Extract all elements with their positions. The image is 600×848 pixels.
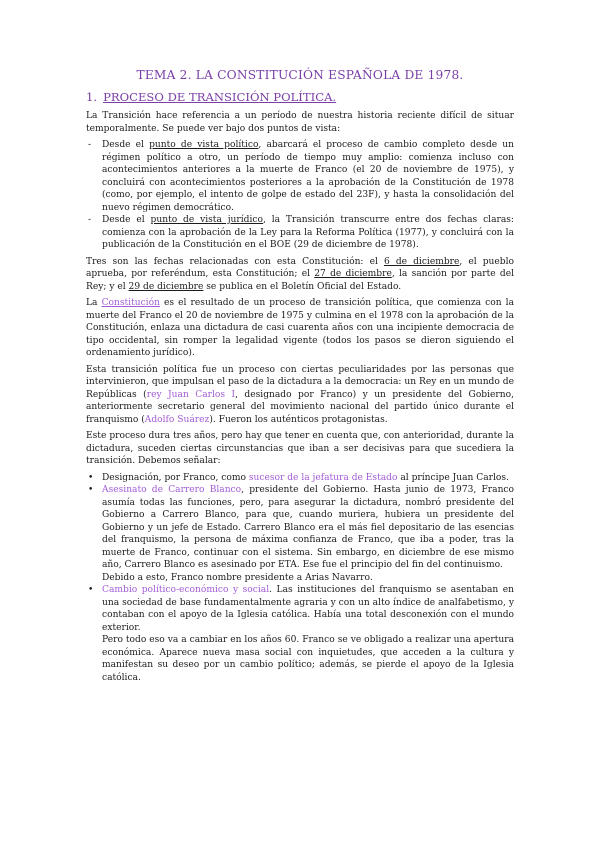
section-number: 1. [86,90,98,104]
bullet-marker: • [88,585,94,595]
date-term: 6 de diciembre [383,256,460,267]
list-item: • Asesinato de Carrero Blanco, presidente del Gobierno. Hasta junio de 1973, Franco asumía todas las funciones, pero, para asegurar la dictadura, nombró presidente del Gobierno a Carrero Blanco, para que, cuando muriera, hubiera un presidente del Gobierno y un jefe de Estado. Carrero Blanco era el más fiel depositario de las esencias del franquismo, la persona de máxima confianza de Franco, que iba a poder, tras la muerte de Franco, continuar con el sistema. Sin embargo, en diciembre de ese mismo año, Carrero Blanco es asesinado por ETA. Ese fue el principio del fin del continuismo. Debido a esto, Franco nombre presidente a Arias Navarro. [88,485,514,583]
protagonists-paragraph: Esta transición política fue un proceso con ciertas peculiaridades por las personas que intervinieron, que impulsan el paso de la dictadura a la democracia: un Rey en un mundo de Repúblicas (rey Juan Carlos I, designado por Franco) y un presidente del Gobierno, anteriormente secretario general del movimiento nacional del partido único durante el franquismo (Adolfo Suárez). Fueron los auténticos protagonistas. [86,364,514,425]
juan-carlos-link[interactable]: rey Juan Carlos I [146,389,236,400]
bullet-marker: • [88,485,94,495]
date-term: 29 de diciembre [128,281,204,292]
circumstances-list [86,472,514,685]
carrero-blanco-link[interactable]: Asesinato de Carrero Blanco [102,485,242,495]
intro-paragraph: La Transición hace referencia a un período de nuestra historia reciente difícil de situar temporalmente. Se puede ver bajo dos puntos de vista: [86,111,514,134]
underlined-term: punto de vista político [149,140,259,150]
successor-link[interactable]: sucesor de la jefatura de Estado [248,472,398,483]
section-heading [86,90,514,104]
date-term: 27 de diciembre [314,269,392,279]
adolfo-suarez-link[interactable]: Adolfo Suárez [144,414,210,425]
list-item: • Designación, por Franco, como sucesor de la jefatura de Estado al príncipe Juan Carlos. [88,472,509,483]
bullet-marker: • [88,472,94,483]
list-item-continuation: Pero todo eso va a cambiar en los años 60. Franco se ve obligado a realizar una apertura económica. Aparece nueva masa social con inquietudes, que acceden a la cultura y manifestan su deseo por un cambio político; además, se pierde el apoyo de la Iglesia católica. [102,635,514,683]
circumstances-paragraph: Este proceso dura tres años, pero hay que tener en cuenta que, con anterioridad, durante la dictadura, suceden ciertas circunstancias que iban a ser decisivas para que sucediera la transición. Debemos señalar: [86,431,514,466]
dash-marker: - [88,215,92,225]
constitution-paragraph: La Constitución es el resultado de un proceso de transición política, que comienza con la muerte del Franco el 20 de noviembre de 1975 y culmina en el 1978 con la aprobación de la Constitución, enlaza una dictadura de casi cuarenta años con una incipiente democracia de tipo occidental, sin romper la legalidad vigente (todos los pasos se dieron siguiendo el ordenamiento jurídico). [86,298,514,358]
document-title: TEMA 2. LA CONSTITUCIÓN ESPAÑOLA DE 1978. [136,68,464,82]
underlined-term: punto de vista jurídico [150,215,263,225]
viewpoints-list [86,139,514,252]
list-item-continuation: Debido a esto, Franco nombre presidente a Arias Navarro. [102,572,373,583]
dash-marker: - [88,140,92,150]
social-change-link[interactable]: Cambio político-económico y social [102,585,270,595]
list-item: • Cambio político-económico y social. Las instituciones del franquismo se asentaban en una sociedad de base fundamentalmente agraria y con un alto índice de analfabetismo, y contaban con el apoyo de la Iglesia católica. Había una total desconexión con el mundo exterior. Pero todo eso va a cambiar en los años 60. Franco se ve obligado a realizar una apertura económica. Aparece nueva masa social con inquietudes, que acceden a la cultura y manifestan su deseo por un cambio político; además, se pierde el apoyo de la Iglesia católica. [88,585,515,683]
dates-paragraph: Tres son las fechas relacionadas con esta Constitución: el 6 de diciembre, el pueblo aprueba, por referéndum, esta Constitución; el 27 de diciembre, la sanción por parte del Rey; y el 29 de diciembre se publica en el Boletín Oficial del Estado. [86,256,514,292]
list-item: - Desde el punto de vista jurídico, la Transición transcurre entre dos fechas claras: comienza con la aprobación de la Ley para la Reforma Política (1977), y concluirá con la publicación de la Constitución en el BOE (29 de diciembre de 1978). [88,215,514,250]
list-item: - Desde el punto de vista político, abarcará el proceso de cambio completo desde un régimen político a otro, un período de tiempo muy amplio: comienza incluso con acontecimientos anteriores a la muerte de Franco (el 20 de noviembre de 1975), y concluirá con acontecimientos posteriores a la aprobación de la Constitución de 1978 (como, por ejemplo, el intento de golpe de estado del 23F), y hasta la consolidación del nuevo régimen democrático. [88,140,514,213]
constitution-link[interactable]: Constitución [101,298,160,308]
section-title: PROCESO DE TRANSICIÓN POLÍTICA. [103,90,337,104]
